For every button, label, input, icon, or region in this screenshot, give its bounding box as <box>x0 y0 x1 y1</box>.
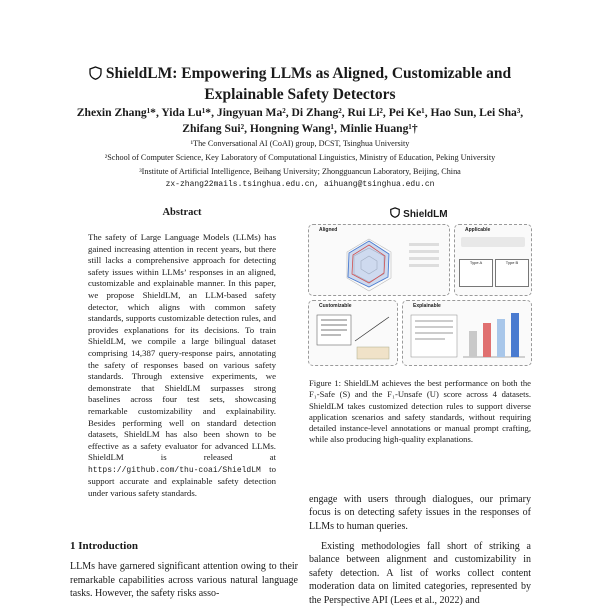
introduction-text: LLMs have garnered significant attention owing to their remarkable capabilities across various natural language tasks. However, the safety risks asso- <box>70 561 298 599</box>
type-b-label: Type B <box>505 260 519 265</box>
authors-line-2: Zhifang Sui², Hongning Wang¹, Minlie Huang¹† <box>182 122 418 135</box>
figure-1 <box>306 222 532 366</box>
customizable-panel <box>308 300 398 366</box>
type-a-label: Type A <box>469 260 483 265</box>
applicable-rule-bar <box>461 237 525 247</box>
customizable-diagram <box>309 301 397 365</box>
affiliation-1: ¹The Conversational AI (CoAI) group, DCST, Tsinghua University <box>190 139 410 148</box>
github-link[interactable]: https://github.com/thu-coai/ShieldLM <box>88 465 261 475</box>
abstract-text: The safety of Large Language Models (LLMs) has gained increasing attention in recent years, but there still lacks a comprehensive approach for detecting safety issues within LLMs’ responses in an aligned, customizable and explainable manner. In this paper, we propose ShieldLM, an LLM-based safety detector, which aligns with common safety standards, supports customizable detection rules, and provides explanations for its decisions. To train ShieldLM, we compile a large bilingual dataset comprising 14,387 query-response pairs, annotating the safety of responses based on various safety standards. Through extensive experiments, we demonstrate that ShieldLM surpasses strong baselines across four test sets, showcasing remarkable customizability and explainability. Besides performing well on standard detection datasets, ShieldLM has also been shown to be effective as a safety evaluator for advanced LLMs. ShieldLM is released at <box>88 232 276 463</box>
authors-line-1: Zhexin Zhang¹*, Yida Lu¹*, Jingyuan Ma², Di Zhang², Rui Li², Pei Ke¹, Hao Sun, Lei Sha³, <box>76 106 524 119</box>
aligned-panel <box>308 224 450 296</box>
radar-chart <box>309 225 449 295</box>
affiliation-3: ³Institute of Artificial Intelligence, Beihang University; Zhongguancun Laboratory, Beijing, China <box>139 167 461 176</box>
section-heading-introduction: 1 Introduction <box>70 540 138 552</box>
title-line-1: ShieldLM: Empowering LLMs as Aligned, Customizable and <box>105 65 512 82</box>
explainable-label: Explainable <box>413 303 441 309</box>
aligned-label: Aligned <box>319 227 338 233</box>
abstract-heading: Abstract <box>162 207 202 218</box>
right-column-paragraph-1: engage with users through dialogues, our primary focus is on detecting safety issues in the responses of LLMs to human queries. <box>309 494 531 532</box>
right-column-paragraph-2: Existing methodologies fall short of striking a balance between alignment and customizability in safety detection. A list of works collect content moderation data on limited categories, represented by the Perspective API (Lees et al., 2022) and <box>309 541 531 606</box>
customizable-label: Customizable <box>319 303 352 309</box>
author-list <box>0 105 600 137</box>
applicable-panel <box>454 224 532 296</box>
type-a-box <box>459 259 493 287</box>
applicable-label: Applicable <box>465 227 491 233</box>
figure-title-text: ShieldLM <box>403 209 448 220</box>
explainable-panel <box>402 300 532 366</box>
paper-title <box>0 64 600 104</box>
figure-shield-icon <box>390 209 400 220</box>
type-b-box <box>495 259 529 287</box>
author-emails: zx-zhang22mails.tsinghua.edu.cn, aihuang@tsinghua.edu.cn <box>165 180 435 189</box>
abstract-body <box>88 232 276 500</box>
explainable-bars <box>403 301 531 365</box>
shield-icon <box>89 66 102 85</box>
figure-caption: Figure 1: ShieldLM achieves the best performance on both the F₁-Safe (S) and the F₁-Unsafe (U) score across 4 datasets. ShieldLM takes customized detection rules to support diverse application scenarios and safety standards, without requiring detailed instance-level annotations or manual prompt crafting, while also producing high-quality explanations. <box>309 378 531 445</box>
figure-title <box>306 207 532 220</box>
affiliation-2: ²School of Computer Science, Key Laboratory of Computational Linguistics, Ministry of Education, Peking University <box>104 153 496 162</box>
title-line-2: Explainable Safety Detectors <box>204 86 396 103</box>
abstract-tail: to support accurate and explainable safety detection under various safety standards. <box>88 463 276 499</box>
